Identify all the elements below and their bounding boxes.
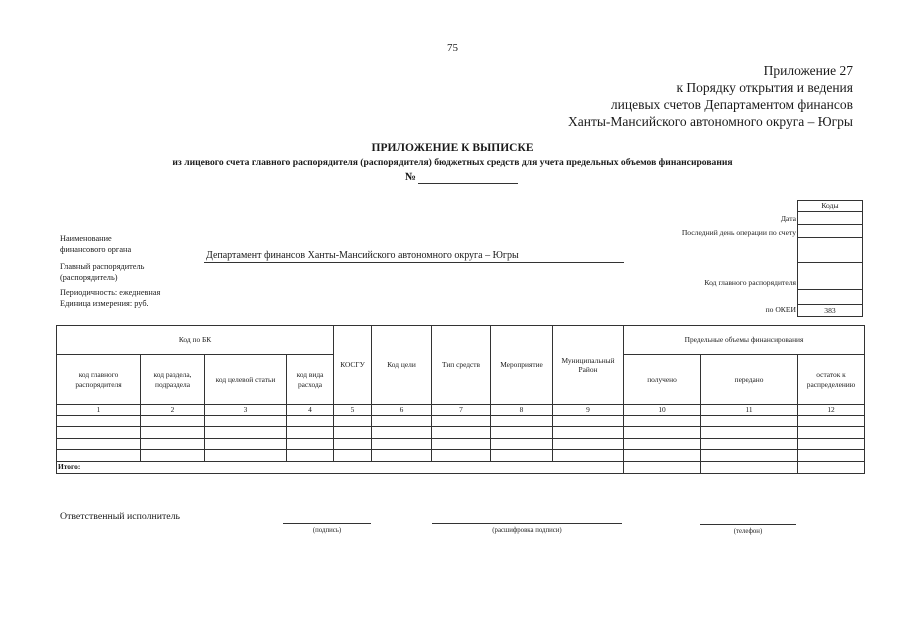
column-number: 7 (432, 405, 491, 416)
column-number: 5 (334, 405, 372, 416)
codes-main-code-cell (798, 263, 862, 290)
org-name-value: Департамент финансов Ханты-Мансийского автономного округа – Югры (206, 250, 519, 261)
target-code-header: Код цели (372, 326, 432, 405)
okei-label: по ОКЕИ (765, 305, 796, 314)
last-day-label: Последний день операции по счету (681, 228, 796, 237)
table-row (57, 438, 865, 450)
page-number: 75 (447, 42, 458, 54)
main-distributor-code-header: код главного распорядителя (57, 355, 141, 405)
total-remain (798, 461, 865, 473)
signature-label: Ответственный исполнитель (60, 511, 180, 522)
column-number: 12 (798, 405, 865, 416)
appendix-line-4: Ханты-Мансийского автономного округа – Югры (568, 114, 853, 129)
total-transferred (701, 461, 798, 473)
column-number: 1 (57, 405, 141, 416)
limits-table (56, 325, 865, 474)
appendix-line-3: лицевых счетов Департаментом финансов (610, 97, 853, 112)
table-row (57, 450, 865, 462)
codes-okei-cell: 383 (824, 306, 836, 315)
org-name-label: Наименование финансового органа (60, 234, 132, 254)
transferred-header: передано (701, 355, 798, 405)
column-number: 9 (553, 405, 624, 416)
appendix-line-1: Приложение 27 (763, 63, 853, 78)
table-header-row-1 (57, 326, 865, 355)
periodicity-label: Периодичность: ежедневная (60, 288, 161, 297)
document-title: ПРИЛОЖЕНИЕ К ВЫПИСКЕ (371, 142, 534, 154)
event-header: Мероприятие (491, 326, 553, 405)
section-code-header: код раздела, подраздела (141, 355, 205, 405)
decode-caption: (расшифровка подписи) (492, 527, 562, 534)
total-received (624, 461, 701, 473)
appendix-line-2: к Порядку открытия и ведения (676, 80, 853, 95)
signature-caption: (подпись) (312, 527, 342, 534)
column-number: 3 (205, 405, 287, 416)
phone-caption: (телефон) (733, 528, 763, 535)
total-label: Итого: (57, 461, 624, 473)
document-subtitle: из лицевого счета главного распорядителя (распорядителя) бюджетных средств для учета предельных объемов финансирования (172, 157, 733, 168)
phone-line (700, 524, 796, 525)
unit-label: Единица измерения: руб. (60, 299, 149, 308)
codes-empty-cell (798, 238, 862, 263)
received-header: получено (624, 355, 701, 405)
article-code-header: код целевой статьи (205, 355, 287, 405)
column-number: 11 (701, 405, 798, 416)
group-bk-header: Код по БК (57, 326, 334, 355)
column-number: 8 (491, 405, 553, 416)
codes-last-day-cell (798, 225, 862, 238)
funds-type-header: Тип средств (432, 326, 491, 405)
codes-box (797, 200, 863, 317)
signature-line (283, 523, 371, 524)
decode-line (432, 523, 622, 524)
codes-empty-cell-2 (798, 290, 862, 305)
column-number: 4 (287, 405, 334, 416)
org-name-underline (204, 262, 624, 263)
district-header: Муниципальный Район (553, 326, 624, 405)
kosgu-header: КОСГУ (334, 326, 372, 405)
expense-code-header: код вида расхода (287, 355, 334, 405)
total-row (57, 461, 865, 473)
column-numbers-row (57, 405, 865, 416)
codes-date-cell (798, 212, 862, 225)
column-number: 2 (141, 405, 205, 416)
table-row (57, 415, 865, 427)
column-number: 6 (372, 405, 432, 416)
date-label: Дата (780, 214, 796, 223)
remain-header: остаток к распределению (798, 355, 865, 405)
main-code-label: Код главного распорядителя (704, 278, 796, 287)
document-number-label: № (405, 171, 417, 183)
group-limits-header: Предельные объемы финансирования (624, 326, 865, 355)
column-number: 10 (624, 405, 701, 416)
table-row (57, 427, 865, 439)
appendix-header (568, 62, 853, 130)
main-distributor-label: Главный распорядитель (распорядитель) (60, 262, 145, 282)
codes-header: Коды (798, 201, 862, 212)
document-number-field (418, 183, 518, 184)
